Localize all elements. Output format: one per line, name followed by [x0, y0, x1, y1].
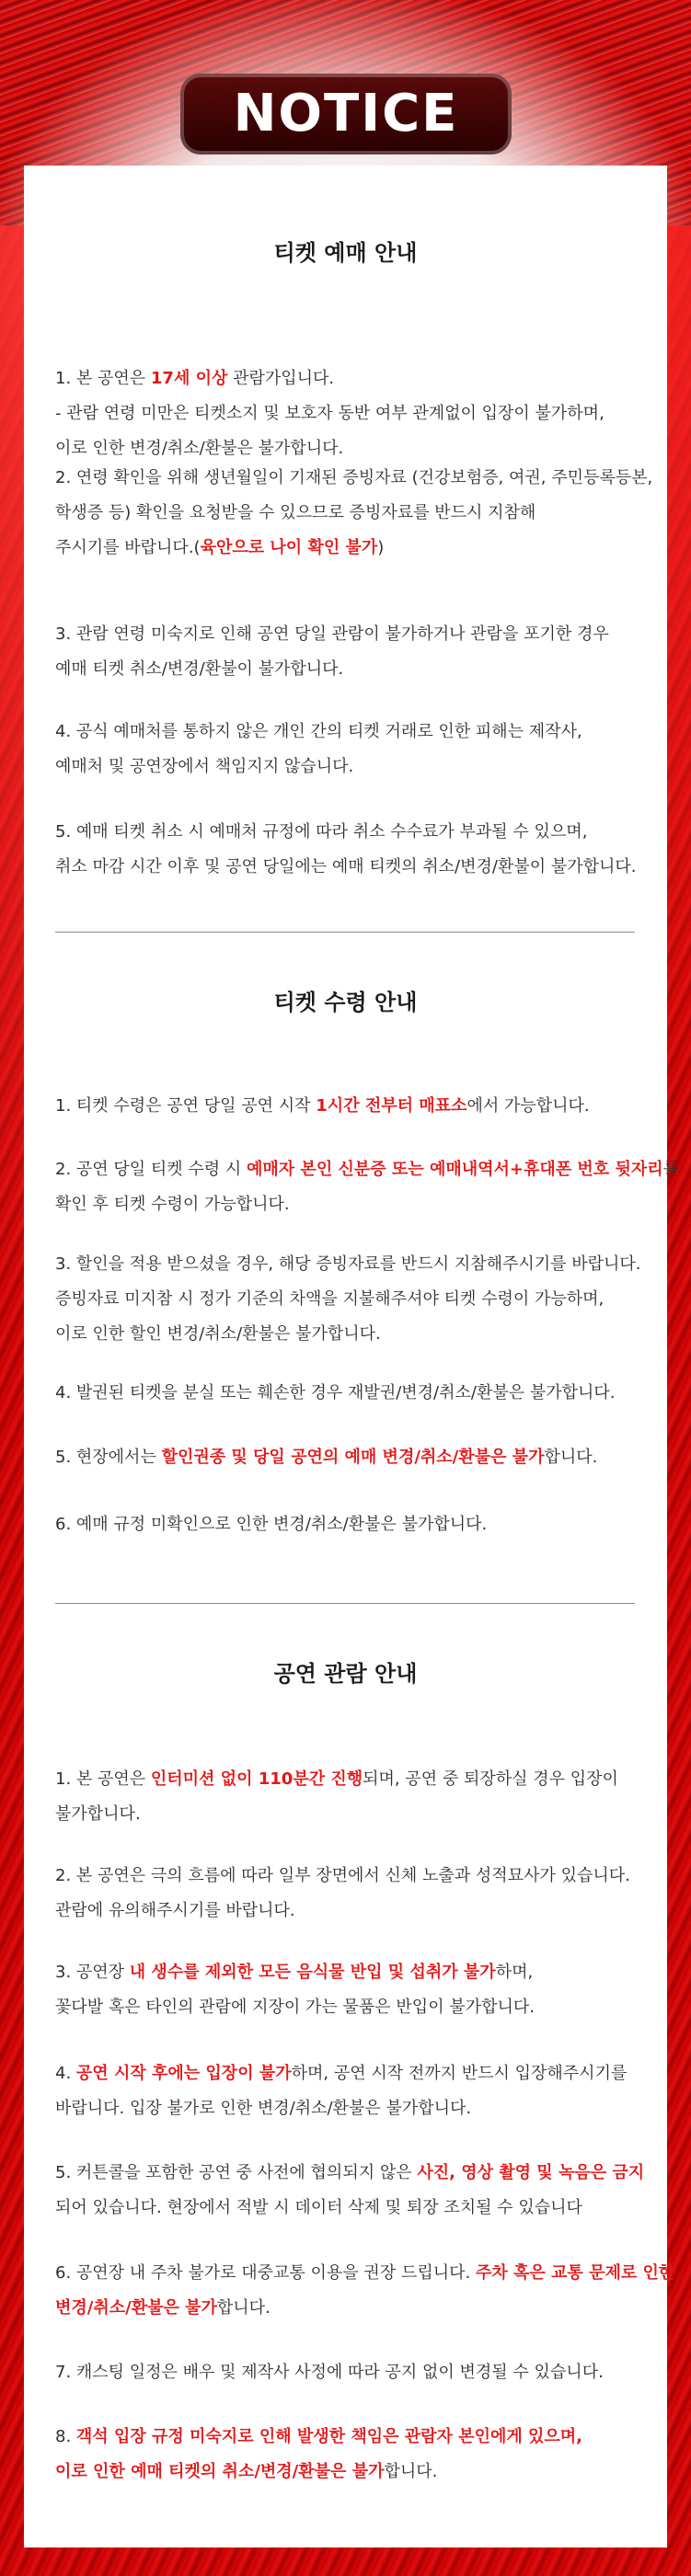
body-text: 합니다. — [544, 1448, 598, 1467]
body-text: 3. 할인을 적용 받으셨을 경우, 해당 증빙자료를 반드시 지참해주시기를 바랍니다. — [55, 1254, 641, 1274]
section-divider — [55, 1603, 635, 1604]
notice-line — [55, 1961, 533, 1985]
notice-line — [55, 1996, 535, 2020]
notice-line — [55, 501, 536, 525]
body-text: 3. 관람 연령 미숙지로 인해 공연 당일 관람이 불가하거나 관람을 포기한 경우 — [55, 624, 609, 644]
notice-line — [55, 1094, 590, 1118]
highlight-text: 예매자 본인 신분증 또는 예매내역서+휴대폰 번호 뒷자리 — [247, 1160, 663, 1179]
body-text: 4. 공식 예매처를 통하지 않은 개인 간의 티켓 거래로 인한 피해는 제작사, — [55, 722, 582, 741]
highlight-text: 주차 혹은 교통 문제로 인한 — [475, 2263, 675, 2283]
notice-panel — [24, 166, 679, 2547]
notice-line — [55, 2261, 674, 2285]
section-divider — [55, 932, 635, 933]
notice-line — [55, 2361, 604, 2385]
notice-line — [55, 658, 343, 681]
body-text: 이로 인한 할인 변경/취소/환불은 불가합니다. — [55, 1324, 381, 1344]
body-text: 2. 연령 확인을 위해 생년월일이 기재된 증빙자료 (건강보험증, 여권, 주민등록등본, — [55, 468, 653, 487]
body-text: 4. 발권된 티켓을 분실 또는 훼손한 경우 재발권/변경/취소/환불은 불가합니다. — [55, 1383, 616, 1402]
highlight-text: 할인권종 및 당일 공연의 예매 변경/취소/환불은 불가 — [161, 1448, 545, 1467]
body-text: 하며, 공연 시작 전까지 반드시 입장해주시기를 — [291, 2064, 628, 2083]
body-text: 관람가입니다. — [227, 369, 335, 388]
body-text: - 관람 연령 미만은 티켓소지 및 보호자 동반 여부 관계없이 입장이 불가하며, — [55, 404, 605, 423]
notice-line — [55, 1899, 295, 1923]
body-text: 5. 커튼콜을 포함한 공연 중 사전에 협의되지 않은 — [55, 2163, 418, 2182]
body-text: 합니다. — [216, 2298, 271, 2318]
highlight-text: 육안으로 나이 확인 불가 — [200, 538, 378, 557]
body-text: 되어 있습니다. 현장에서 적발 시 데이터 삭제 및 퇴장 조치될 수 있습니다 — [55, 2198, 582, 2217]
body-text: 하며, — [495, 1963, 534, 1982]
section-title: 티켓 수령 안내 — [273, 990, 418, 1015]
body-text: 를 — [662, 1160, 679, 1179]
notice-line — [55, 2161, 644, 2185]
notice-line — [55, 1446, 597, 1470]
notice-line — [55, 623, 609, 647]
body-text: 불가합니다. — [55, 1804, 141, 1824]
body-text: 합니다. — [384, 2462, 438, 2481]
notice-line — [55, 2196, 582, 2220]
body-text: 1. 본 공연은 — [55, 369, 151, 388]
body-text: 6. 공연장 내 주차 불가로 대중교통 이용을 권장 드립니다. — [55, 2263, 476, 2283]
highlight-text: 이로 인한 예매 티켓의 취소/변경/환불은 불가 — [55, 2462, 385, 2481]
body-text: 5. 예매 티켓 취소 시 예매처 규정에 따라 취소 수수료가 부과될 수 있으며, — [55, 822, 588, 841]
highlight-text: 객석 입장 규정 미숙지로 인해 발생한 책임은 관람자 본인에게 있으며, — [75, 2427, 583, 2446]
notice-line — [55, 1864, 630, 1888]
notice-line — [55, 1381, 616, 1405]
body-text: 확인 후 티켓 수령이 가능합니다. — [55, 1195, 290, 1214]
body-text: ) — [377, 538, 385, 557]
notice-line — [55, 1803, 141, 1826]
notice-line — [55, 755, 353, 779]
body-text: 관람에 유의해주시기를 바랍니다. — [55, 1901, 295, 1920]
body-text: 6. 예매 규정 미확인으로 인한 변경/취소/환불은 불가합니다. — [55, 1515, 488, 1534]
notice-line — [55, 1322, 381, 1346]
body-text: 학생증 등) 확인을 요청받을 수 있으므로 증빙자료를 반드시 지참해 — [55, 503, 536, 522]
notice-line — [55, 1288, 604, 1311]
highlight-text: 사진, 영상 촬영 및 녹음은 금지 — [417, 2163, 645, 2182]
highlight-text: 인터미션 없이 110분간 진행 — [150, 1769, 363, 1789]
notice-line — [55, 1513, 487, 1537]
notice-line — [55, 2097, 471, 2121]
section-title: 티켓 예매 안내 — [273, 240, 418, 266]
notice-line — [55, 437, 343, 461]
notice-line — [55, 466, 652, 490]
body-text: 3. 공연장 — [55, 1963, 130, 1982]
body-text: 2. 공연 당일 티켓 수령 시 — [55, 1160, 247, 1179]
highlight-text: 변경/취소/환불은 불가 — [55, 2298, 217, 2318]
notice-line — [55, 2460, 437, 2484]
body-text: 에서 가능합니다. — [466, 1096, 590, 1116]
notice-line — [55, 2062, 627, 2086]
notice-line — [55, 367, 334, 391]
body-text: 1. 본 공연은 — [55, 1769, 151, 1789]
notice-line — [55, 1193, 290, 1217]
notice-line — [55, 2296, 271, 2320]
body-text: 취소 마감 시간 이후 및 공연 당일에는 예매 티켓의 취소/변경/환불이 불가합니다. — [55, 857, 637, 876]
notice-line — [55, 402, 605, 426]
notice-line — [55, 1768, 618, 1792]
highlight-text: 1시간 전부터 매표소 — [316, 1096, 467, 1116]
body-text: 꽃다발 혹은 타인의 관람에 지장이 가는 물품은 반입이 불가합니다. — [55, 1998, 535, 2017]
notice-line — [55, 536, 384, 560]
page-title: NOTICE — [233, 84, 459, 143]
body-text: 7. 캐스팅 일정은 배우 및 제작사 사정에 따라 공지 없이 변경될 수 있습니다. — [55, 2363, 604, 2382]
notice-line — [55, 1253, 641, 1277]
body-text: 이로 인한 변경/취소/환불은 불가합니다. — [55, 439, 344, 458]
highlight-text: 공연 시작 후에는 입장이 불가 — [75, 2064, 292, 2083]
notice-line — [55, 2425, 582, 2449]
notice-line — [55, 1158, 679, 1182]
body-text: 8. — [55, 2427, 76, 2446]
highlight-text: 17세 이상 — [150, 369, 228, 388]
body-text: 1. 티켓 수령은 공연 당일 공연 시작 — [55, 1096, 317, 1116]
body-text: 주시기를 바랍니다.( — [55, 538, 201, 557]
body-text: 4. — [55, 2064, 76, 2083]
notice-line — [55, 820, 587, 844]
body-text: 예매처 및 공연장에서 책임지지 않습니다. — [55, 757, 354, 776]
section-title: 공연 관람 안내 — [273, 1661, 418, 1687]
notice-line — [55, 855, 636, 879]
notice-line — [55, 720, 582, 744]
highlight-text: 내 생수를 제외한 모든 음식물 반입 및 섭취가 불가 — [129, 1963, 496, 1982]
body-text: 2. 본 공연은 극의 흐름에 따라 일부 장면에서 신체 노출과 성적묘사가 있습니다. — [55, 1866, 630, 1885]
body-text: 5. 현장에서는 — [55, 1448, 162, 1467]
body-text: 바랍니다. 입장 불가로 인한 변경/취소/환불은 불가합니다. — [55, 2099, 472, 2118]
body-text: 증빙자료 미지참 시 정가 기준의 차액을 지불해주셔야 티켓 수령이 가능하며, — [55, 1289, 605, 1309]
body-text: 되며, 공연 중 퇴장하실 경우 입장이 — [363, 1769, 618, 1789]
body-text: 예매 티켓 취소/변경/환불이 불가합니다. — [55, 659, 344, 679]
